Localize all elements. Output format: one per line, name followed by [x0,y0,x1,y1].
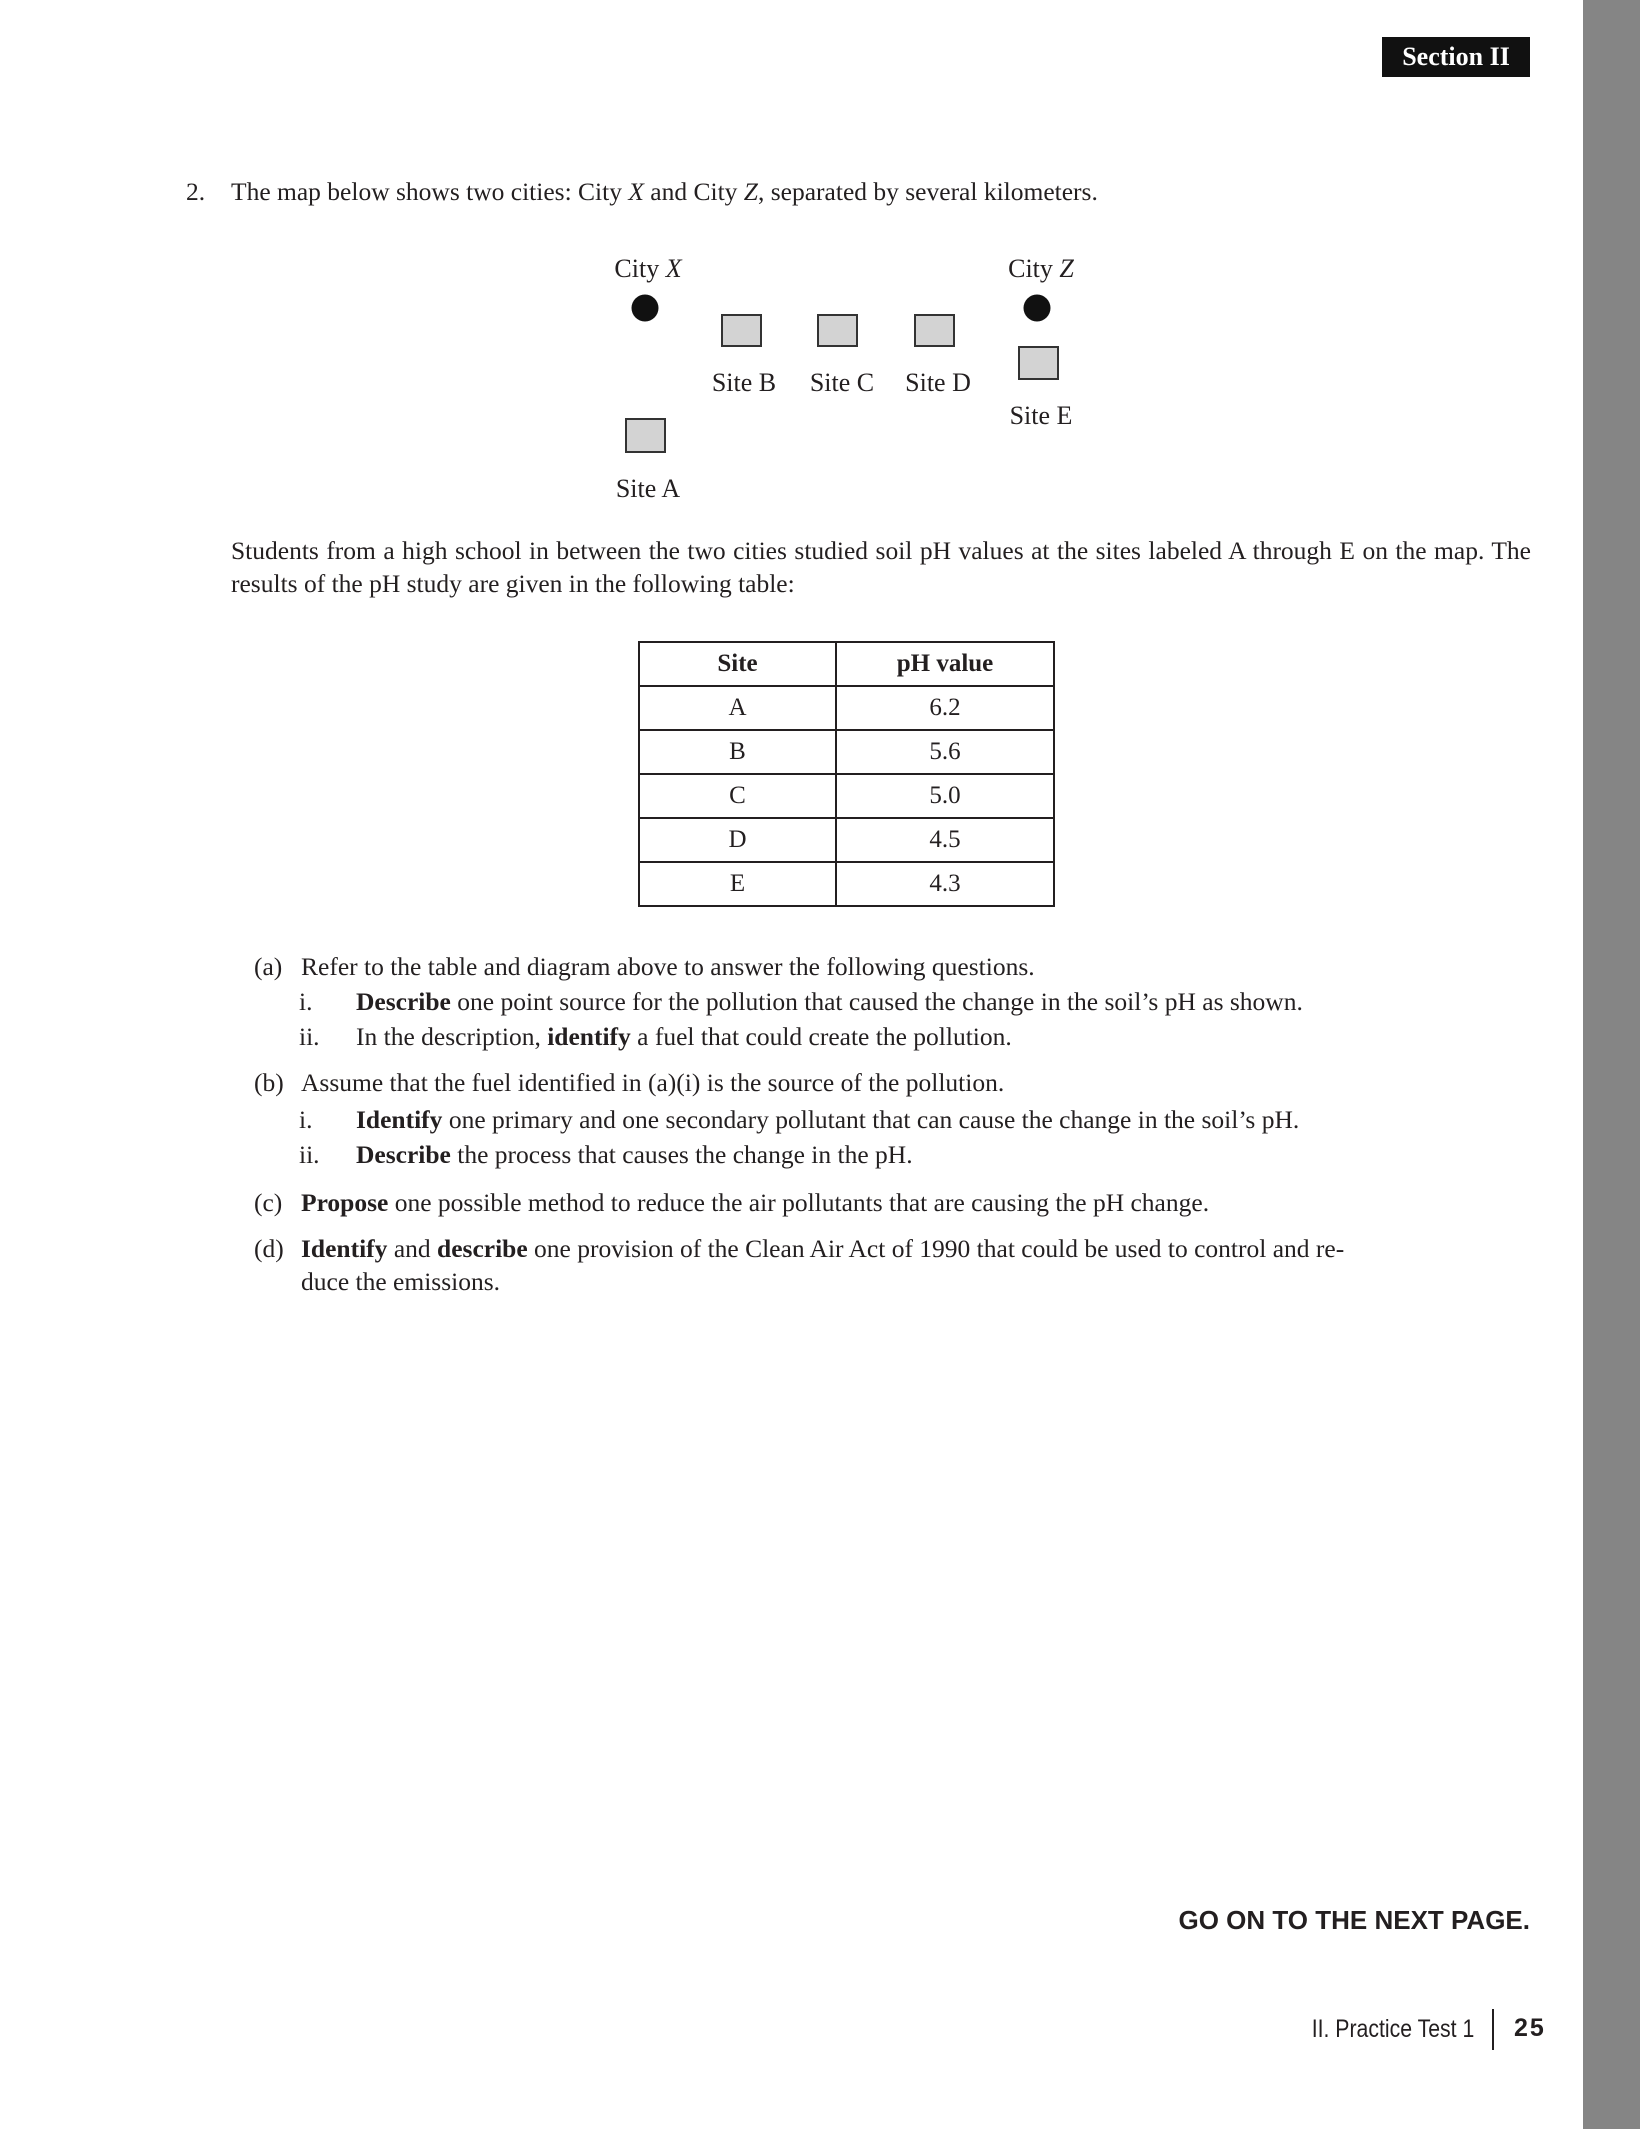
part-b-label: (b) [254,1068,284,1097]
ph-table [638,641,1055,907]
site-e-marker [1018,346,1059,380]
task-text: In the description, [356,1022,548,1051]
task-verb: Describe [356,987,451,1016]
part-a-ii-num: ii. [299,1022,320,1051]
section-badge: Section II [1382,37,1530,77]
part-a-i-text [356,986,1303,1018]
task-text: one point source for the pollution that caused the change in the soil’s pH as shown. [450,987,1303,1016]
intro-text: and City [643,177,744,206]
cell-ph: 5.0 [836,774,1054,818]
cell-ph: 6.2 [836,686,1054,730]
part-a-label: (a) [254,952,283,981]
part-d-label: (d) [254,1234,284,1263]
part-b-text: Assume that the fuel identified in (a)(i) is the source of the pollution. [301,1068,1005,1097]
task-text: the process that causes the change in the pH. [450,1140,913,1169]
header-site: Site [639,642,836,686]
study-paragraph: Students from a high school in between the two cities studied soil pH values at the sites labeled A through E on the map. The results of the pH study are given in the following table: [231,536,1531,598]
city-label-name: Z [1059,254,1074,283]
task-verb: describe [437,1234,528,1263]
part-a-i-num: i. [299,987,313,1016]
site-c-label: Site C [809,368,875,397]
task-verb: Describe [356,1140,451,1169]
part-b-ii-text [356,1139,913,1171]
city-label-prefix: City [1008,254,1060,283]
city-x-label [614,254,681,284]
site-d-marker [914,314,955,347]
page-edge-bar [1583,0,1640,2129]
task-verb: Identify [356,1105,443,1134]
cell-site: E [639,862,836,906]
task-text: and [387,1234,438,1263]
task-verb: identify [547,1022,631,1051]
footer-divider [1492,2009,1494,2050]
city-label-prefix: City [614,254,666,283]
task-text: a fuel that could create the pollution. [630,1022,1012,1051]
go-on-notice: GO ON TO THE NEXT PAGE. [1178,1905,1530,1935]
city-z-label [1008,254,1074,284]
task-verb: Identify [301,1234,388,1263]
question-intro [231,176,1098,208]
table-row [639,686,1054,730]
table-header-row [639,642,1054,686]
city-x-marker [632,295,659,322]
site-c-marker [817,314,858,347]
part-c-label: (c) [254,1188,283,1217]
question-number: 2. [186,177,206,206]
site-a-marker [625,418,666,453]
cell-ph: 4.5 [836,818,1054,862]
cell-ph: 4.3 [836,862,1054,906]
cell-site: C [639,774,836,818]
site-b-marker [721,314,762,347]
city-z-name: Z [743,177,758,206]
site-e-label: Site E [1009,401,1073,430]
part-a-text: Refer to the table and diagram above to answer the following questions. [301,952,1035,981]
part-d-text [301,1233,1344,1265]
site-d-label: Site D [905,368,971,397]
cell-site: B [639,730,836,774]
task-text: one primary and one secondary pollutant that can cause the change in the soil’s pH. [442,1105,1300,1134]
task-text: one possible method to reduce the air pollutants that are causing the pH change. [388,1188,1210,1217]
running-title: II. Practice Test 1 [1311,2015,1474,2043]
cell-site: D [639,818,836,862]
part-c-text [301,1187,1209,1219]
cell-ph: 5.6 [836,730,1054,774]
part-d-text-line2: duce the emissions. [301,1267,501,1296]
intro-text: The map below shows two cities: City [231,177,629,206]
city-z-marker [1024,295,1051,322]
city-label-name: X [665,254,682,283]
table-row [639,774,1054,818]
header-ph: pH value [836,642,1054,686]
site-b-label: Site B [711,368,777,397]
table-row [639,730,1054,774]
cell-site: A [639,686,836,730]
site-a-label: Site A [615,474,681,503]
part-b-i-num: i. [299,1105,313,1134]
table-row [639,862,1054,906]
page-number: 25 [1514,2014,1546,2042]
table-row [639,818,1054,862]
intro-text: , separated by several kilometers. [757,177,1098,206]
part-a-ii-text [356,1021,1012,1053]
task-text: one provision of the Clean Air Act of 1990 that could be used to control and re- [527,1234,1345,1263]
city-x-name: X [628,177,644,206]
part-b-i-text [356,1104,1299,1136]
task-verb: Propose [301,1188,389,1217]
part-b-ii-num: ii. [299,1140,320,1169]
